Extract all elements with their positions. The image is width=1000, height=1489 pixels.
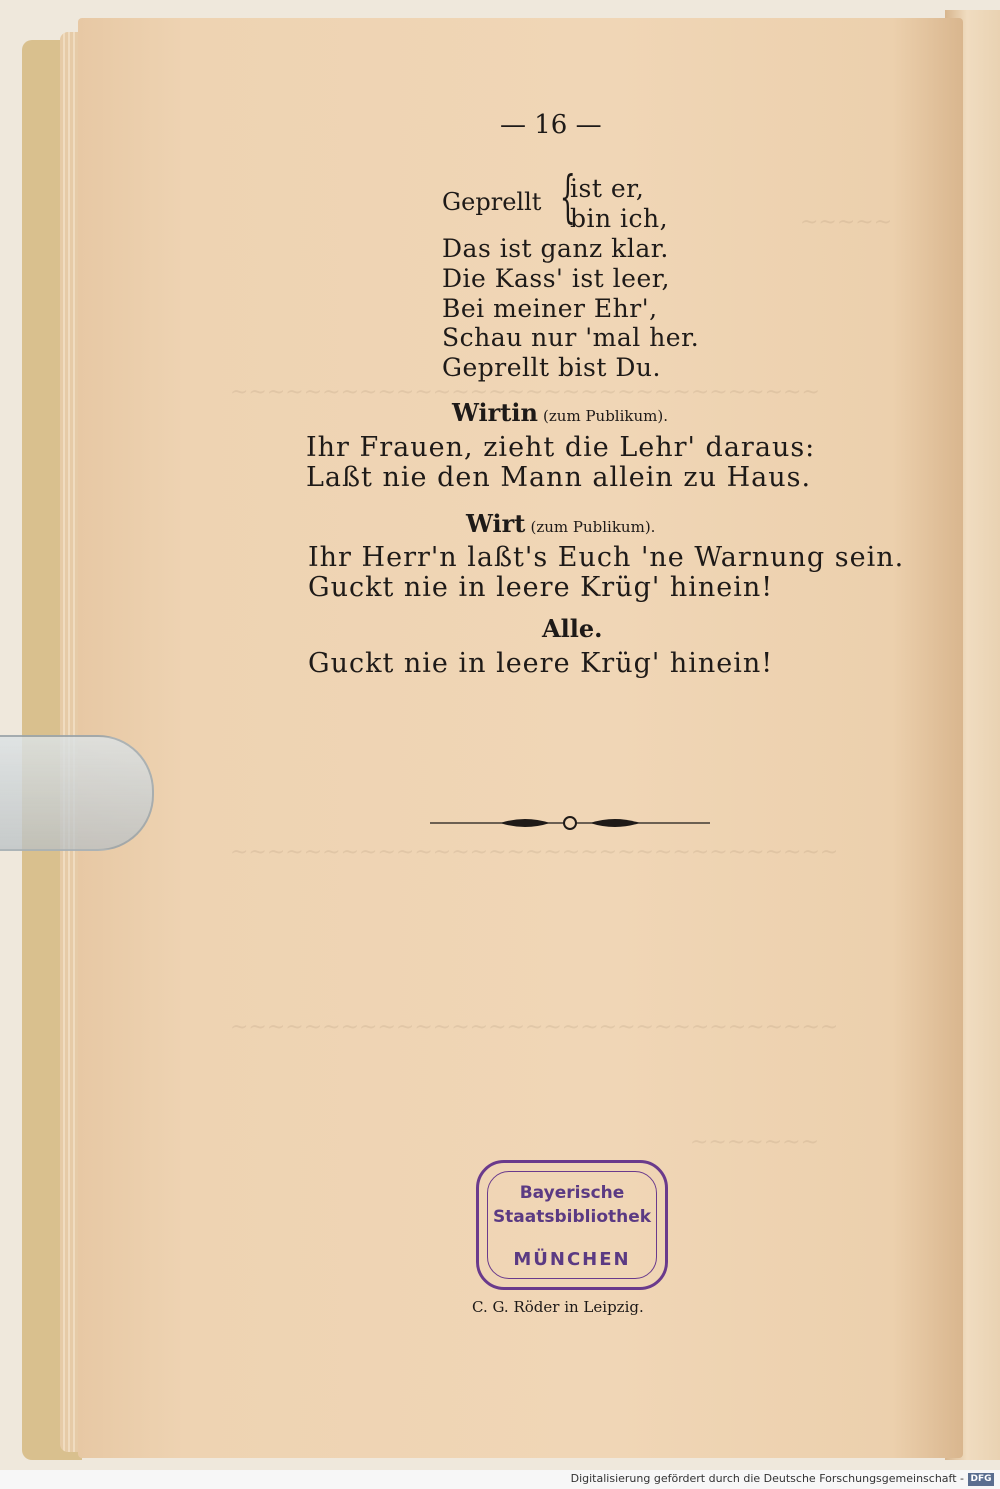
verse-line: Das ist ganz klar. (442, 234, 669, 263)
verse-line: Die Kass' ist leer, (442, 264, 670, 293)
brace-option: ist er, (570, 174, 645, 203)
bleed-through: ~~~~~ (800, 210, 893, 235)
verse-line: Geprellt bist Du. (442, 353, 661, 382)
glass-page-holder (0, 735, 154, 851)
dfg-logo-icon: DFG (968, 1473, 994, 1486)
speaker-name: Wirtin (452, 398, 538, 427)
speaker-heading (452, 398, 668, 427)
verse-line: Ihr Herr'n laßt's Euch 'ne Warnung sein. (308, 542, 905, 573)
verse-line: Schau nur 'mal her. (442, 323, 700, 352)
brace-option: bin ich, (570, 204, 669, 233)
verse-line: Ihr Frauen, zieht die Lehr' daraus: (306, 432, 816, 463)
footer-credit: Digitalisierung gefördert durch die Deutsche Forschungsgemeinschaft - (570, 1472, 964, 1485)
verse-line: Guckt nie in leere Krüg' hinein! (308, 572, 774, 603)
stamp-line: Staatsbibliothek (492, 1207, 652, 1227)
bleed-through: ~~~~~~~~~~~~~~~~~~~~~~~~~~~~~~~~~ (230, 1015, 839, 1040)
printer-imprint: C. G. Röder in Leipzig. (472, 1298, 644, 1316)
ornament-divider-icon (430, 812, 710, 834)
stamp-line: Bayerische (519, 1183, 625, 1203)
bleed-through: ~~~~~~~~~~~~~~~~~~~~~~~~~~~~~~~~~ (230, 840, 839, 865)
stamp-line: MÜNCHEN (513, 1249, 631, 1270)
bleed-through: ~~~~~~~~~~~~~~~~~~~~~~~~~~~~~~~~ (230, 380, 820, 405)
speaker-name: Wirt (466, 509, 526, 538)
verse-line: Guckt nie in leere Krüg' hinein! (308, 648, 774, 679)
bleed-through: ~~~~~~~ (690, 1130, 820, 1155)
page-number: — 16 — (500, 110, 602, 140)
verse-line: Laßt nie den Mann allein zu Haus. (306, 462, 812, 493)
curly-brace-icon: { (559, 165, 576, 230)
brace-word: Geprellt (442, 188, 542, 216)
speaker-name: Alle. (542, 614, 603, 643)
stage-direction: (zum Publikum). (543, 407, 668, 425)
verse-line: Bei meiner Ehr', (442, 294, 658, 323)
library-stamp (476, 1160, 668, 1290)
stage-direction: (zum Publikum). (530, 518, 656, 536)
speaker-heading (466, 509, 655, 538)
